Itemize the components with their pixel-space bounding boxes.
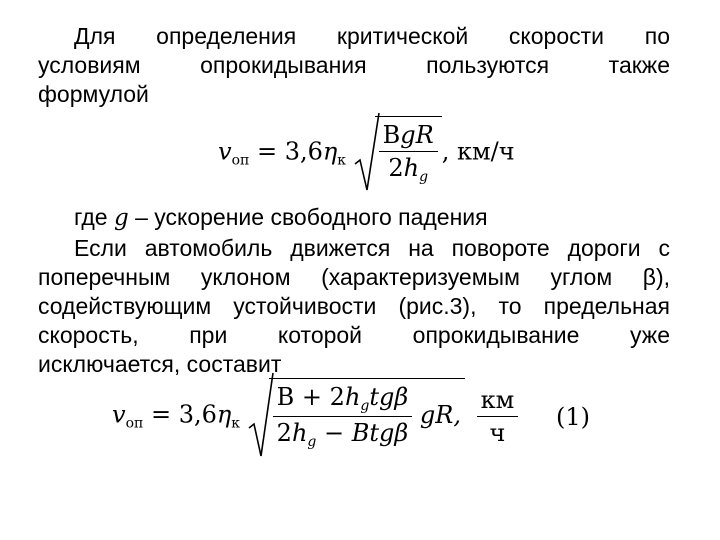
- slope-line-4: скорость, при которой опрокидывание уже: [38, 322, 670, 348]
- formula2-gR: gR,: [419, 400, 461, 429]
- slope-line-3: содействующим устойчивости (рис.3), то предельная: [38, 293, 670, 319]
- gravity-g: g: [113, 205, 129, 231]
- formula1-v-subscript: оп: [231, 152, 250, 169]
- formula2-num-h: h: [344, 382, 361, 411]
- intro-line-2: условиям опрокидывания пользуются также: [38, 52, 670, 78]
- gravity-description: – ускорение свободного падения: [128, 204, 488, 230]
- formula-critical-speed: [218, 112, 515, 194]
- gravity-prefix: где: [74, 204, 114, 230]
- equation-number: (1): [556, 403, 590, 431]
- formula2-num-pre: В + 2: [276, 382, 345, 411]
- formula1-num-B: В: [382, 121, 401, 149]
- slope-line-5: исключается, составит: [38, 351, 282, 377]
- formula2-eta-subscript: к: [231, 415, 241, 432]
- formula2-fraction: [273, 383, 413, 450]
- formula1-eta: η: [322, 137, 338, 166]
- formula1-den-2: 2: [388, 154, 404, 182]
- formula2-unit-h: ч: [489, 418, 506, 447]
- formula2-units: [477, 386, 519, 447]
- intro-line-1: Для определения критической скорости по: [74, 23, 670, 49]
- formula2-den-h: h: [291, 418, 308, 447]
- formula2-num-h-subscript: g: [360, 397, 370, 414]
- formula-limit-speed: [112, 372, 518, 460]
- formula1-num-gR: gR: [400, 121, 434, 149]
- formula2-den-pre: 2: [276, 418, 292, 447]
- formula2-eta: η: [216, 400, 232, 429]
- formula2-sqrt: [248, 372, 465, 460]
- formula2-equals: = 3,6: [150, 400, 217, 429]
- intro-line-3: формулой: [38, 81, 149, 107]
- formula1-equals: = 3,6: [256, 137, 323, 166]
- formula2-den-tg: − Btgβ: [316, 418, 409, 447]
- slope-paragraph: [38, 234, 670, 379]
- slope-line-1: Если автомобиль движется на повороте дороги с: [74, 235, 670, 261]
- formula2-v-subscript: оп: [125, 415, 144, 432]
- formula1-sqrt: [354, 112, 442, 194]
- formula1-eta-subscript: к: [337, 152, 347, 169]
- formula1-den-h: h: [403, 154, 420, 182]
- slope-line-2: поперечным уклоном (характеризуемым углом β),: [38, 264, 670, 290]
- formula2-den-h-subscript: g: [307, 433, 317, 450]
- formula1-units: , км/ч: [441, 137, 515, 166]
- formula2-unit-km: км: [477, 386, 519, 417]
- gravity-definition: [38, 203, 670, 233]
- formula1-fraction: [379, 121, 438, 185]
- intro-paragraph: [38, 22, 670, 109]
- formula2-num-tg: tgβ: [369, 382, 409, 411]
- formula1-v: v: [218, 137, 232, 166]
- formula1-den-subscript: g: [419, 169, 429, 185]
- formula2-v: v: [112, 400, 126, 429]
